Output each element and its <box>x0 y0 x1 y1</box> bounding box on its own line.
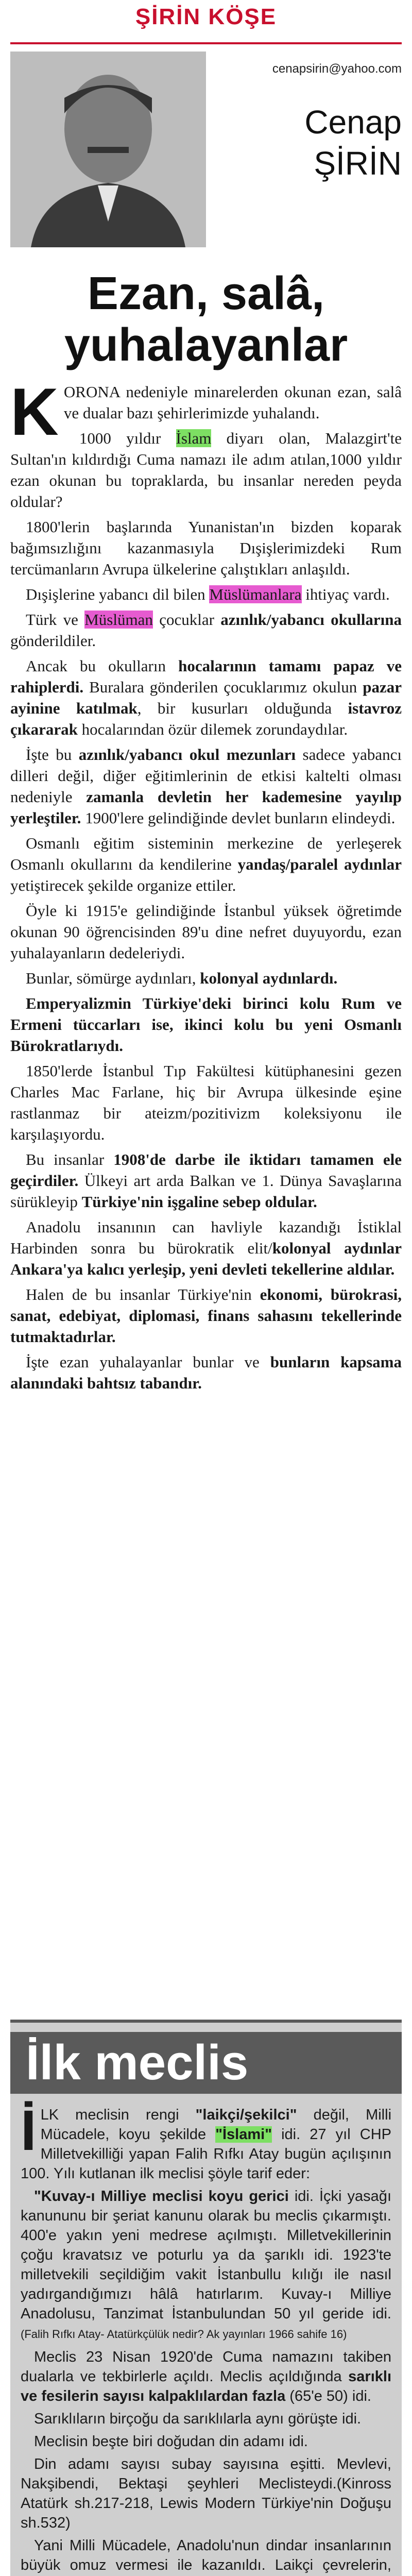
text: idi. İçki yasağı kanununu bir şeriat kanunu olarak bu meclis çıkarmıştı. 400'e yakın yeni medrese açılmıştı. Milletvekillerinin çoğu kravatsız ve poturlu ya da şarıklı idi. 1923'te milletvekili seçildiğim vakit İstanbullu kılığı ile nasıl yadırgandığımızı hâlâ hatırlarım. Kuvay-ı Milliye Anadolusu, Tanzimat İstanbulundan 50 yıl geride idi. <box>21 2188 391 2322</box>
bold-text: sarıklı ve fesilerin sayısı kalpaklılardan fazla <box>21 2368 391 2404</box>
text: Meclis 23 Nisan 1920'de Cuma namazını takiben dualarla ve tekbirlerle açıldı. Meclis açıldığında <box>21 2349 391 2385</box>
text: yetiştirecek şekilde organize ettiler. <box>10 876 236 894</box>
text: Ancak bu okulların <box>26 657 179 675</box>
highlight: Müslümanlara <box>209 585 302 603</box>
drop-cap: İ <box>21 2099 37 2162</box>
paragraph <box>10 428 402 512</box>
paragraph <box>21 2187 391 2344</box>
paragraph <box>10 655 402 740</box>
bold-text: 1908'de darbe ile iktidarı tamamen ele geçirdiler. <box>10 1150 402 1190</box>
bold-text: ekonomi, bürokrasi, sanat, edebiyat, diplomasi, finans sahasını tekellerinde tutmaktadırlar. <box>10 1285 402 1346</box>
paragraph <box>10 833 402 896</box>
author-email[interactable]: cenapsirin@yahoo.com <box>272 62 402 76</box>
text: , bir kusurları olduğunda <box>137 699 348 717</box>
text: 1900'lere gelindiğinde devlet bunların elindeydi. <box>81 809 396 827</box>
author-block <box>0 46 412 263</box>
bold-text: kolonyal aydınlardı. <box>200 969 338 987</box>
paragraph <box>10 1149 402 1212</box>
box-title: İlk meclis <box>10 2032 402 2094</box>
text: ORONA nedeniyle minarelerden okunan ezan, salâ ve dualar bazı şehirlerimizde yuhalandı. <box>63 383 402 422</box>
text: Halen de bu insanlar Türkiye'nin <box>26 1285 260 1303</box>
text: Yani Milli Mücadele, Anadolu'nun dindar insanlarının büyük omuz vermesi ile kazanıldı. Laikçi çevrelerin, <box>21 2537 391 2573</box>
text: Bunlar, sömürge aydınları, <box>26 969 200 987</box>
paragraph <box>10 584 402 605</box>
highlight: Müslüman <box>84 611 153 629</box>
bold-text: pazar ayinine katılmak <box>10 678 402 717</box>
article-body <box>10 374 402 1398</box>
text: gönderildiler. <box>10 632 96 650</box>
citation: (Falih Rıfkı Atay- Atatürkçülük nedir? Ak yayınları 1966 sahife 16) <box>21 2328 347 2341</box>
text: idi. 27 yıl CHP Milletvekilliği yapan Falih Rıfkı Atay bugün açılışının 100. Yılı kutlanan ilk meclisi şöyle tarif eder: <box>21 2126 391 2182</box>
drop-cap: K <box>10 374 59 449</box>
text: sadece yabancı dilleri değil, diğer eğitimlerinin de etkisi kaltelti olması nedeniyle <box>10 745 402 806</box>
paragraph <box>10 1216 402 1280</box>
text: İşte ezan yuhalayanlar bunlar ve <box>26 1353 270 1371</box>
bold-text: zamanla devletin her kademesine yayılıp yerleştiler. <box>10 788 402 827</box>
bold-text: Türkiye'nin işgaline sebep oldular. <box>81 1193 317 1211</box>
paragraph <box>21 2536 391 2576</box>
highlight: İslam <box>176 429 212 447</box>
paragraph <box>10 1351 402 1394</box>
author-photo <box>10 52 206 247</box>
bold-text: kolonyal aydınlar Ankara'ya kalıcı yerleşip, yeni devleti tekellerine aldılar. <box>10 1239 402 1278</box>
text: çocuklar <box>152 611 221 629</box>
text: İşte bu <box>26 745 79 764</box>
bold-text: istavroz çıkararak <box>10 699 402 738</box>
author-first-name: Cenap <box>304 104 402 141</box>
text: (65'e 50) idi. <box>285 2388 371 2404</box>
bold-text: bunların kapsama alanındaki bahtsız tabandır. <box>10 1353 402 1392</box>
text: Türk ve <box>26 611 85 629</box>
paragraph: 1800'lerin başlarında Yunanistan'ın bizden koparak bağımsızlığını kazanmasıyla Dışişlerimizdeki Rum tercümanların Avrupa ülkelerine çalıştıkları anlaşıldı. <box>10 518 402 578</box>
paragraph <box>21 2099 392 2183</box>
paragraph <box>10 744 402 828</box>
text: diyarı olan, Malazgirt'te Sultan'ın kıldırdığı Cuma namazı ile adım atılan,1000 yıldır ezan okunan bu topraklarda, bu insanlar nereden peyda oldular? <box>10 429 402 511</box>
text: değil, Milli Mücadele, koyu şekilde <box>40 2107 392 2143</box>
paragraph <box>10 609 402 651</box>
portrait-image <box>10 52 206 247</box>
paragraph <box>10 968 402 989</box>
bold-text: "laikçi/şekilci" <box>195 2107 297 2123</box>
header-rule <box>10 42 402 44</box>
bold-text: azınlık/yabancı okullarına <box>220 611 402 629</box>
column-header <box>0 0 412 41</box>
paragraph: Öyle ki 1915'e gelindiğinde İstanbul yüksek öğretimde okunan 90 öğrencisinden 89'u dine nefret duyuyordu, ezan yuhalayanların dedeleriydi. <box>10 902 402 962</box>
sidebar-box <box>10 2020 402 2576</box>
text: ihtiyaç vardı. <box>301 585 390 603</box>
paragraph: Din adamı sayısı subay sayısına eşitti. Mevlevi, Nakşibendi, Bektaşi şeyhleri Meclisteydi.(Kinross Atatürk sh.217-218, Lewis Modern Türkiye'nin Doğuşu sh.532) <box>21 2456 391 2531</box>
paragraph: Meclisin beşte biri doğudan din adamı idi. <box>34 2433 308 2450</box>
author-last-name: ŞİRİN <box>314 145 402 182</box>
text: hocalarından özür dilemek zorundaydılar. <box>77 720 348 738</box>
paragraph <box>10 1284 402 1347</box>
text: Buralara gönderilen çocuklarımız okulun <box>83 678 363 696</box>
text: LK meclisin rengi <box>40 2107 196 2123</box>
text: 1000 yıldır <box>79 429 176 447</box>
paragraph: Emperyalizmin Türkiye'deki birinci kolu Rum ve Ermeni tüccarları ise, ikinci kolu bu yeni Osmanlı Bürokratlarıydı. <box>10 994 402 1055</box>
paragraph: Sarıklıların birçoğu da sarıklılarla aynı görüşte idi. <box>34 2411 362 2427</box>
highlight: "İslami" <box>215 2126 272 2143</box>
bold-text: "Kuvay-ı Milliye meclisi koyu gerici <box>34 2188 289 2205</box>
bold-text: hocalarının tamamı papaz ve rahiplerdi. <box>10 657 402 696</box>
text: Osmanlı eğitim sisteminin merkezine de yerleşerek Osmanlı okullarını da kendilerine <box>10 834 402 873</box>
text: Bu insanlar <box>26 1150 114 1168</box>
text: Ülkeyi art arda Balkan ve 1. Dünya Savaşlarına sürükleyip <box>10 1172 402 1211</box>
column-name: ŞİRİN KÖŞE <box>135 4 277 29</box>
paragraph <box>21 2347 391 2406</box>
text: Dışişlerine yabancı dil bilen <box>26 585 210 603</box>
text: Anadolu insanının can havliyle kazandığı İstiklal Harbinden sonra bu bürokratik elit/ <box>10 1218 402 1257</box>
article-headline: Ezan, salâ, yuhalayanlar <box>64 268 348 371</box>
bold-text: azınlık/yabancı okul mezunları <box>78 745 296 764</box>
bold-text: yandaş/paralel aydınlar <box>237 855 402 873</box>
box-body <box>21 2099 392 2576</box>
paragraph: 1850'lerde İstanbul Tıp Fakültesi kütüphanesini gezen Charles Mac Farlane, hiç bir Avrupa ülkesinde eşine rastlanmaz bir ateizm/pozitivizm koleksiyonu ile karşılaşıyordu. <box>10 1062 402 1143</box>
